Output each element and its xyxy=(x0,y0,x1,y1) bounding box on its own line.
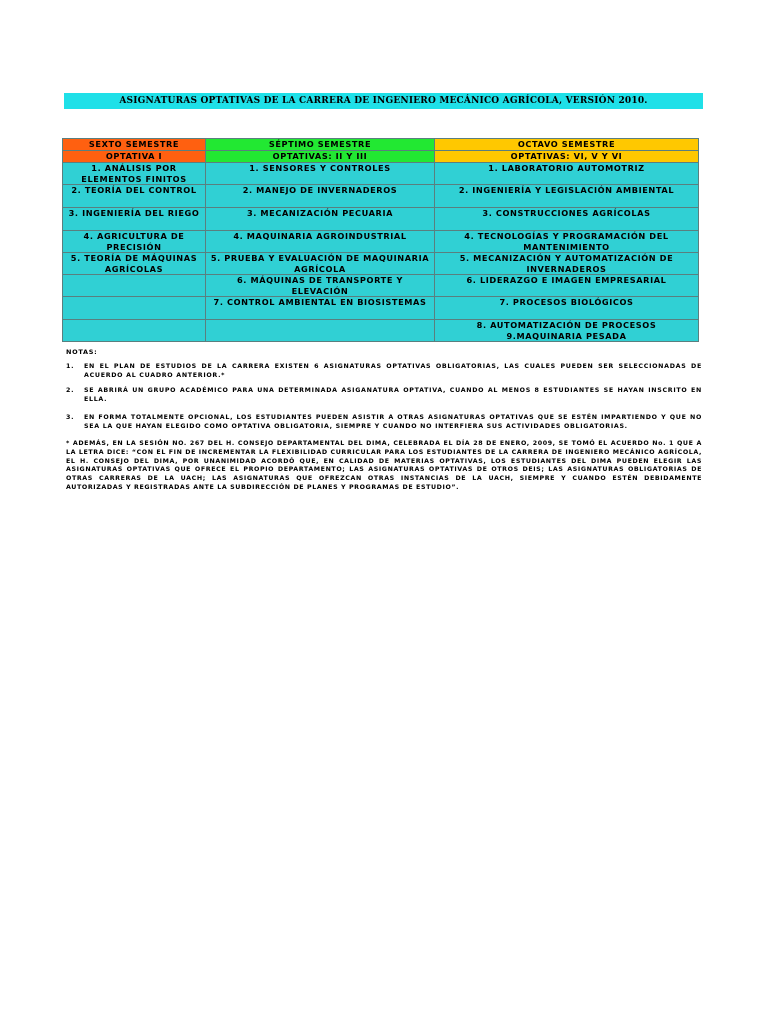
table-cell xyxy=(63,297,206,320)
table-cell: 4. MAQUINARIA AGROINDUSTRIAL xyxy=(206,231,435,253)
header-septimo-optativas: OPTATIVAS: II Y III xyxy=(206,151,435,163)
footnote: * ADEMÁS, EN LA SESIÓN NO. 267 DEL H. CONSEJO DEPARTAMENTAL DEL DIMA, CELEBRADA EL DÍA 28 DE ENERO, 2009, SE TOMÓ EL ACUERDO No. 1 QUE A LA LETRA DICE: “CON EL FIN DE INCREMENTAR LA FLEXIBILIDAD CURRICULAR PARA LOS ESTUDIANTES DE LA CARRERA DE INGENIERO MECÁNICO AGRÍCOLA, EL H. CONSEJO DEL DIMA, POR UNANIMIDAD ACORDÓ QUE, EN CALIDAD DE MATERIAS OPTATIVAS, LOS ESTUDIANTES DEL DIMA PUEDEN ELEGIR LAS ASIGNATURAS OPTATIVAS QUE OFRECE EL PROPIO DEPARTAMENTO; LAS ASIGNATURAS OPTATIVAS DE OTROS DEIS; LAS ASIGNATURAS OBLIGATORIAS DE OTRAS CARRERAS DE LA UACH; LAS ASIGNATURAS QUE OFREZCAN OTRAS INSTANCIAS DE LA UACH, SIEMPRE Y CUANDO ESTÉN DEBIDAMENTE AUTORIZADAS Y REGISTRADAS ANTE LA SUBDIRECCIÓN DE PLANES Y PROGRAMAS DE ESTUDIO”. xyxy=(66,440,702,491)
optativas-header-row xyxy=(63,151,699,163)
note-number: 2. xyxy=(66,387,75,394)
table-cell: 2. TEORÍA DEL CONTROL xyxy=(63,185,206,208)
table-cell: 6. LIDERAZGO E IMAGEN EMPRESARIAL xyxy=(435,275,699,297)
note-item xyxy=(66,386,702,404)
header-octavo-semestre: OCTAVO SEMESTRE xyxy=(435,139,699,151)
table-row xyxy=(63,185,699,208)
table-row xyxy=(63,163,699,185)
electives-table xyxy=(62,138,699,342)
note-item xyxy=(66,413,702,431)
table-cell: 2. INGENIERÍA Y LEGISLACIÓN AMBIENTAL xyxy=(435,185,699,208)
note-text: EN FORMA TOTALMENTE OPCIONAL, LOS ESTUDIANTES PUEDEN ASISTIR A OTRAS ASIGNATURAS OPTATIVAS QUE SE ESTÉN IMPARTIENDO Y QUE NO SEA LA QUE HAYAN ELEGIDO COMO OPTATIVA OBLIGATORIA, SIEMPRE Y CUANDO NO INTERFIERA SUS ACTIVIDADES OBLIGATORIAS. xyxy=(84,414,702,430)
table-row xyxy=(63,320,699,342)
table-row xyxy=(63,208,699,231)
table-cell: 8. AUTOMATIZACIÓN DE PROCESOS 9.MAQUINARIA PESADA xyxy=(435,320,699,342)
table-cell xyxy=(63,320,206,342)
table-row xyxy=(63,231,699,253)
note-item xyxy=(66,362,702,380)
table-row xyxy=(63,275,699,297)
document-title: ASIGNATURAS OPTATIVAS DE LA CARRERA DE INGENIERO MECÁNICO AGRÍCOLA, VERSIÓN 2010. xyxy=(64,93,703,109)
table-cell xyxy=(206,320,435,342)
notes-list xyxy=(66,362,702,431)
note-text: EN EL PLAN DE ESTUDIOS DE LA CARRERA EXISTEN 6 ASIGNATURAS OPTATIVAS OBLIGATORIAS, LAS CUALES PUEDEN SER SELECCIONADAS DE ACUERDO AL CUADRO ANTERIOR.* xyxy=(84,363,702,379)
note-text: SE ABRIRÁ UN GRUPO ACADÉMICO PARA UNA DETERMINADA ASIGANATURA OPTATIVA, CUANDO AL MENOS 8 ESTUDIANTES SE HAYAN INSCRITO EN ELLA. xyxy=(84,387,702,403)
table-cell: 5. PRUEBA Y EVALUACIÓN DE MAQUINARIA AGRÍCOLA xyxy=(206,253,435,275)
table-cell xyxy=(63,275,206,297)
table-row xyxy=(63,297,699,320)
table-cell: 7. CONTROL AMBIENTAL EN BIOSISTEMAS xyxy=(206,297,435,320)
table-cell: 5. MECANIZACIÓN Y AUTOMATIZACIÓN DE INVERNADEROS xyxy=(435,253,699,275)
table-cell: 1. SENSORES Y CONTROLES xyxy=(206,163,435,185)
header-sexto-semestre: SEXTO SEMESTRE xyxy=(63,139,206,151)
table-cell: 3. INGENIERÍA DEL RIEGO xyxy=(63,208,206,231)
header-sexto-optativas: OPTATIVA I xyxy=(63,151,206,163)
table-cell: 1. ANÁLISIS POR ELEMENTOS FINITOS xyxy=(63,163,206,185)
notes-label: NOTAS: xyxy=(66,348,98,356)
table-cell: 5. TEORÍA DE MÁQUINAS AGRÍCOLAS xyxy=(63,253,206,275)
header-septimo-semestre: SÉPTIMO SEMESTRE xyxy=(206,139,435,151)
table-cell: 3. CONSTRUCCIONES AGRÍCOLAS xyxy=(435,208,699,231)
semester-header-row xyxy=(63,139,699,151)
table-row xyxy=(63,253,699,275)
table-cell: 2. MANEJO DE INVERNADEROS xyxy=(206,185,435,208)
note-number: 1. xyxy=(66,363,75,370)
note-number: 3. xyxy=(66,414,75,421)
header-octavo-optativas: OPTATIVAS: VI, V Y VI xyxy=(435,151,699,163)
table-cell: 4. TECNOLOGÍAS Y PROGRAMACIÓN DEL MANTENIMIENTO xyxy=(435,231,699,253)
table-cell: 4. AGRICULTURA DE PRECISIÓN xyxy=(63,231,206,253)
table-cell: 6. MÁQUINAS DE TRANSPORTE Y ELEVACIÓN xyxy=(206,275,435,297)
table-cell: 7. PROCESOS BIOLÓGICOS xyxy=(435,297,699,320)
table-cell: 3. MECANIZACIÓN PECUARIA xyxy=(206,208,435,231)
table-cell: 1. LABORATORIO AUTOMOTRIZ xyxy=(435,163,699,185)
